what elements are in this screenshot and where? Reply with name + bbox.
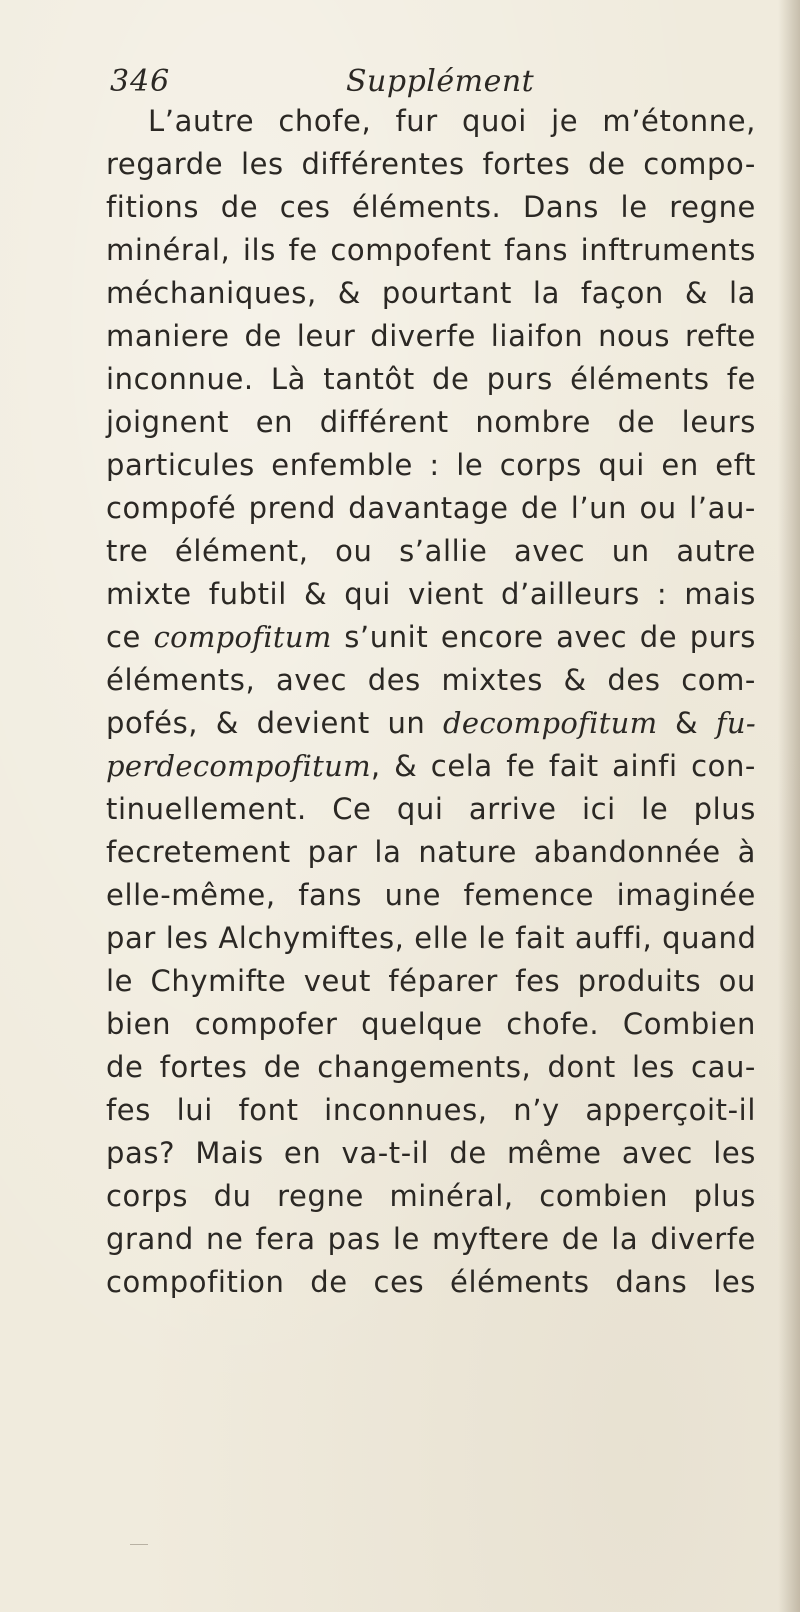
running-title: Supplément <box>346 64 535 99</box>
text-segment: éléments, avec des mixtes & des com- <box>106 663 756 697</box>
text-line <box>106 1089 756 1132</box>
text-segment: minéral, ils fe compofent fans inftruments <box>106 233 756 267</box>
page-number: 346 <box>110 64 171 99</box>
page-header <box>110 64 750 104</box>
text-line <box>106 1046 756 1089</box>
text-segment: particules enfemble : le corps qui en eft <box>106 448 756 482</box>
text-line <box>106 788 756 831</box>
text-line <box>106 831 756 874</box>
page-edge-shadow <box>778 0 800 1612</box>
text-line <box>106 960 756 1003</box>
italic-term: perdecompofitum <box>106 749 371 783</box>
text-line <box>106 272 756 315</box>
text-segment: tre élément, ou s’allie avec un autre <box>106 534 756 568</box>
text-segment: fecretement par la nature abandonnée à <box>106 835 756 869</box>
text-line <box>106 186 756 229</box>
text-line <box>106 100 756 143</box>
text-line <box>106 530 756 573</box>
text-segment: pofés, & devient un <box>106 706 444 740</box>
text-segment: grand ne fera pas le myftere de la diverfe <box>106 1222 756 1256</box>
text-segment: le Chymifte veut féparer fes produits ou <box>106 964 756 998</box>
text-segment: regarde les différentes fortes de compo- <box>106 147 756 181</box>
text-line <box>106 315 756 358</box>
text-segment: tinuellement. Ce qui arrive ici le plus <box>106 792 756 826</box>
text-line <box>106 745 756 788</box>
text-segment: compofé prend davantage de l’un ou l’au- <box>106 491 756 525</box>
text-line <box>106 358 756 401</box>
text-line <box>106 616 756 659</box>
text-segment: , & cela fe fait ainfi con- <box>370 749 756 783</box>
text-segment: elle-même, fans une femence imaginée <box>106 878 756 912</box>
footer-mark <box>130 1544 148 1545</box>
text-line <box>106 702 756 745</box>
text-segment: & <box>657 706 716 740</box>
text-line <box>106 874 756 917</box>
italic-term: compofitum <box>153 620 332 654</box>
text-line <box>106 487 756 530</box>
text-line <box>106 1003 756 1046</box>
italic-term: fu- <box>715 706 756 740</box>
text-segment: ce <box>106 620 154 654</box>
text-segment: méchaniques, & pourtant la façon & la <box>106 276 756 310</box>
text-line <box>106 229 756 272</box>
italic-term: decompofitum <box>443 706 658 740</box>
text-line <box>106 143 756 186</box>
text-line <box>106 401 756 444</box>
text-segment: corps du regne minéral, combien plus <box>106 1179 756 1213</box>
text-line <box>106 1218 756 1261</box>
text-line <box>106 659 756 702</box>
text-segment: de fortes de changements, dont les cau- <box>106 1050 756 1084</box>
text-line <box>106 1261 756 1304</box>
text-line <box>106 444 756 487</box>
text-segment: compofition de ces éléments dans les <box>106 1265 756 1299</box>
text-segment: bien compofer quelque chofe. Combien <box>106 1007 756 1041</box>
text-line <box>106 1175 756 1218</box>
text-segment: s’unit encore avec de purs <box>331 620 756 654</box>
text-segment: pas? Mais en va-t-il de même avec les <box>106 1136 756 1170</box>
text-segment: mixte fubtil & qui vient d’ailleurs : mais <box>106 577 756 611</box>
body-text <box>106 100 756 1304</box>
text-segment: inconnue. Là tantôt de purs éléments fe <box>106 362 756 396</box>
text-line <box>106 1132 756 1175</box>
text-segment: fitions de ces éléments. Dans le regne <box>106 190 756 224</box>
text-line <box>106 917 756 960</box>
text-line <box>106 573 756 616</box>
text-segment: par les Alchymiftes, elle le fait auffi, quand <box>106 921 757 955</box>
text-segment: fes lui font inconnues, n’y apperçoit-il <box>106 1093 756 1127</box>
text-segment: L’autre chofe, fur quoi je m’étonne, <box>148 104 756 138</box>
text-segment: maniere de leur diverfe liaifon nous refte <box>106 319 756 353</box>
text-segment: joignent en différent nombre de leurs <box>106 405 756 439</box>
